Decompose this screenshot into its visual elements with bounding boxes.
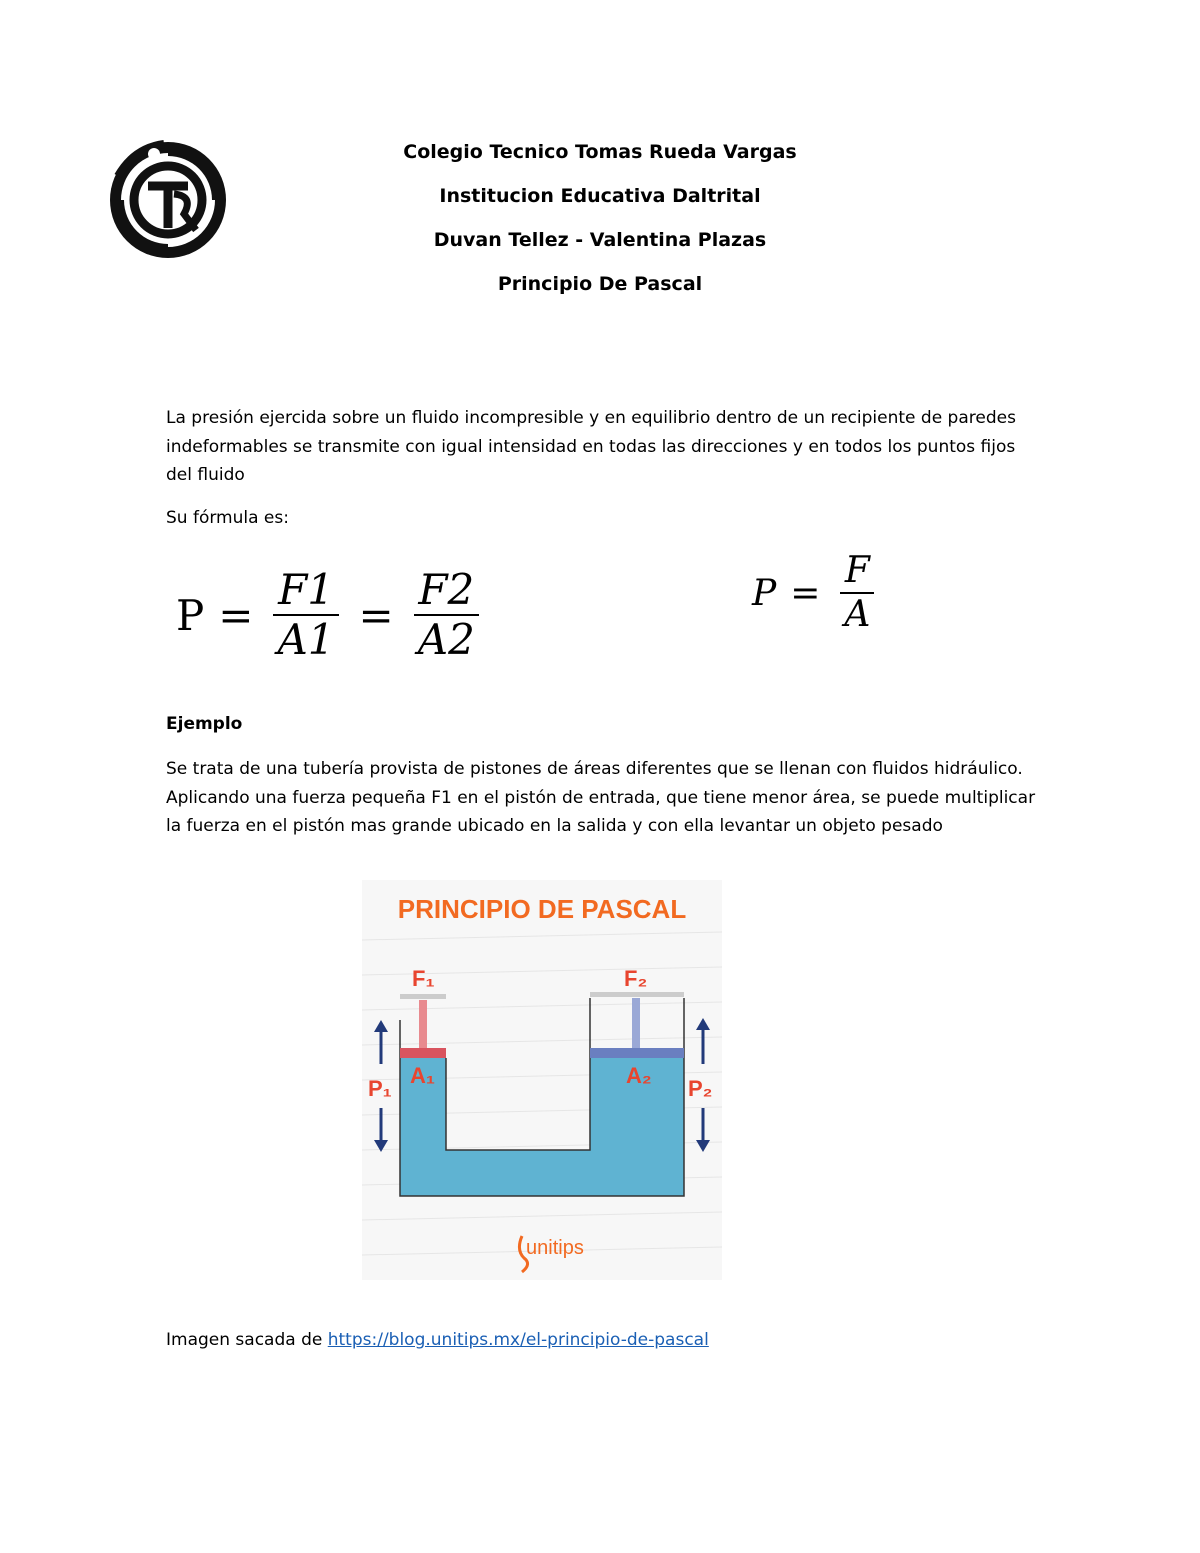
example-heading: Ejemplo <box>166 714 243 734</box>
label-a2: A₂ <box>626 1063 652 1088</box>
label-f1: F₁ <box>412 966 435 991</box>
simple-formula-p: P <box>752 572 777 614</box>
simple-fraction-numerator: F <box>844 550 870 591</box>
source-link[interactable]: https://blog.unitips.mx/el-principio-de-pascal <box>327 1330 709 1350</box>
authors: Duvan Tellez - Valentina Plazas <box>433 229 767 251</box>
image-caption <box>166 1326 1046 1355</box>
piston-2 <box>590 1048 684 1058</box>
piston-2-plate <box>590 992 684 997</box>
fraction-2 <box>414 566 479 664</box>
diagram-title: PRINCIPIO DE PASCAL <box>397 894 687 924</box>
label-p2: P₂ <box>688 1076 713 1101</box>
formula-p: P <box>176 590 205 640</box>
fraction-1-denominator: A1 <box>277 615 335 664</box>
label-p1: P₁ <box>368 1076 392 1101</box>
pascal-diagram <box>362 880 722 1280</box>
caption-prefix: Imagen sacada de <box>166 1330 328 1350</box>
simple-formula-eq: = <box>790 572 821 614</box>
formula-eq-1: = <box>218 590 254 640</box>
fraction-2-numerator: F2 <box>418 565 475 614</box>
piston-2-rod <box>632 998 640 1048</box>
label-a1: A₁ <box>410 1063 435 1088</box>
label-f2: F₂ <box>624 966 648 991</box>
formula-label: Su fórmula es: <box>166 508 289 528</box>
piston-1 <box>400 1048 446 1058</box>
piston-1-rod <box>419 1000 427 1048</box>
simple-fraction <box>840 550 874 636</box>
pressure-formula <box>752 550 880 636</box>
brand-name: unitips <box>526 1237 584 1259</box>
institution-name: Institucion Educativa Daltrital <box>439 185 761 207</box>
intro-paragraph: La presión ejercida sobre un fluido incompresible y en equilibrio dentro de un recipiente de paredes indeformables se transmite con igual intensidad en todas las direcciones y en todos los puntos fijos del fluido <box>166 408 1016 485</box>
example-paragraph: Se trata de una tubería provista de pistones de áreas diferentes que se llenan con fluidos hidráulico. Aplicando una fuerza pequeña F1 en el pistón de entrada, que tiene menor área, se puede multiplicar la fuerza en el pistón mas grande ubicado en la salida y con ella levantar un objeto pesado <box>166 759 1036 836</box>
piston-1-plate <box>400 994 446 999</box>
fraction-2-denominator: A2 <box>417 615 475 664</box>
pascal-formula <box>176 566 485 664</box>
fraction-1 <box>273 566 338 664</box>
simple-fraction-denominator: A <box>844 594 871 635</box>
topic-title: Principio De Pascal <box>497 273 703 295</box>
school-name: Colegio Tecnico Tomas Rueda Vargas <box>403 141 797 163</box>
formula-eq-2: = <box>358 590 394 640</box>
fraction-1-numerator: F1 <box>278 565 334 614</box>
